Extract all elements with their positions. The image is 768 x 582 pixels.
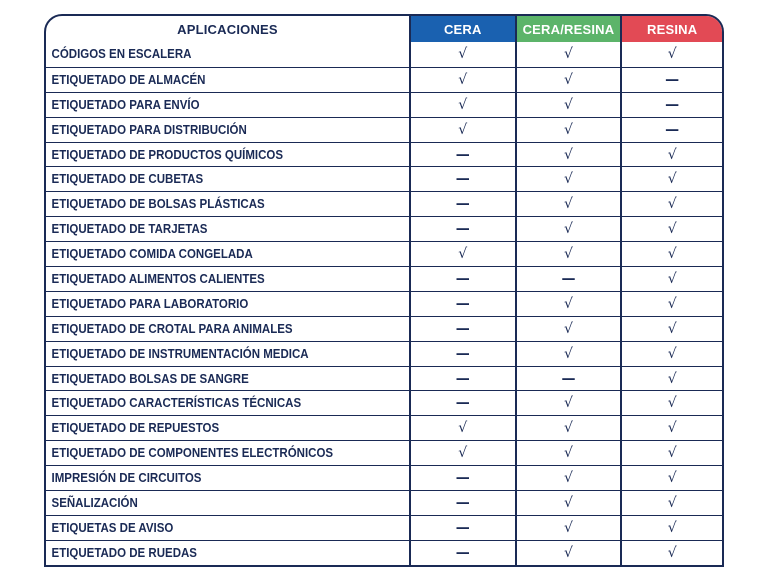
cera-cell bbox=[409, 342, 515, 366]
cera-cell bbox=[409, 68, 515, 92]
check-icon: √ bbox=[563, 246, 573, 263]
check-icon: √ bbox=[667, 345, 677, 362]
resina-cell bbox=[620, 267, 722, 291]
cera-cell bbox=[409, 441, 515, 465]
table-row bbox=[46, 490, 722, 515]
cera-resina-cell bbox=[515, 391, 621, 415]
resina-cell bbox=[620, 416, 722, 440]
application-label: ETIQUETADO DE CROTAL PARA ANIMALES bbox=[51, 321, 293, 336]
dash-icon: — bbox=[455, 196, 470, 213]
application-label: ETIQUETADO DE COMPONENTES ELECTRÓNICOS bbox=[51, 446, 334, 461]
check-icon: √ bbox=[667, 46, 677, 63]
cera-cell bbox=[409, 93, 515, 117]
table-row bbox=[46, 67, 722, 92]
application-label: ETIQUETADO DE BOLSAS PLÁSTICAS bbox=[51, 197, 265, 212]
application-label: ETIQUETADO DE TARJETAS bbox=[51, 222, 208, 237]
cera-resina-cell bbox=[515, 217, 621, 241]
table-row bbox=[46, 191, 722, 216]
cera-resina-cell bbox=[515, 342, 621, 366]
application-label: ETIQUETADO PARA DISTRIBUCIÓN bbox=[51, 122, 247, 137]
cera-cell bbox=[409, 118, 515, 142]
resina-cell bbox=[620, 143, 722, 167]
check-icon: √ bbox=[667, 370, 677, 387]
table-row bbox=[46, 440, 722, 465]
cera-cell bbox=[409, 466, 515, 490]
resina-cell bbox=[620, 367, 722, 391]
cera-resina-cell bbox=[515, 416, 621, 440]
dash-icon: — bbox=[455, 146, 470, 163]
dash-icon: — bbox=[455, 519, 470, 536]
cera-cell bbox=[409, 42, 515, 67]
check-icon: √ bbox=[563, 121, 573, 138]
cera-resina-cell bbox=[515, 118, 621, 142]
cera-resina-cell bbox=[515, 68, 621, 92]
check-icon: √ bbox=[667, 494, 677, 511]
table-row bbox=[46, 117, 722, 142]
application-label: ETIQUETADO COMIDA CONGELADA bbox=[51, 247, 253, 262]
check-icon: √ bbox=[563, 196, 573, 213]
table-body bbox=[46, 42, 722, 565]
check-icon: √ bbox=[458, 246, 468, 263]
dash-icon: — bbox=[455, 345, 470, 362]
cera-cell bbox=[409, 367, 515, 391]
check-icon: √ bbox=[563, 445, 573, 462]
check-icon: √ bbox=[563, 420, 573, 437]
resina-cell bbox=[620, 317, 722, 341]
dash-icon: — bbox=[665, 121, 680, 138]
resina-cell bbox=[620, 491, 722, 515]
table-row bbox=[46, 465, 722, 490]
header-cera: CERA bbox=[409, 16, 515, 42]
resina-cell bbox=[620, 242, 722, 266]
resina-cell bbox=[620, 192, 722, 216]
resina-cell bbox=[620, 167, 722, 191]
check-icon: √ bbox=[667, 320, 677, 337]
cera-resina-cell bbox=[515, 317, 621, 341]
table-row bbox=[46, 540, 722, 565]
table-row bbox=[46, 266, 722, 291]
dash-icon: — bbox=[455, 470, 470, 487]
dash-icon: — bbox=[455, 295, 470, 312]
check-icon: √ bbox=[458, 121, 468, 138]
check-icon: √ bbox=[563, 146, 573, 163]
check-icon: √ bbox=[563, 171, 573, 188]
check-icon: √ bbox=[563, 221, 573, 238]
table-header-row bbox=[46, 16, 722, 42]
cera-resina-cell bbox=[515, 292, 621, 316]
check-icon: √ bbox=[667, 470, 677, 487]
check-icon: √ bbox=[667, 146, 677, 163]
resina-cell bbox=[620, 516, 722, 540]
table-row bbox=[46, 291, 722, 316]
table-row bbox=[46, 316, 722, 341]
dash-icon: — bbox=[455, 221, 470, 238]
dash-icon: — bbox=[455, 370, 470, 387]
application-label: SEÑALIZACIÓN bbox=[51, 495, 138, 510]
dash-icon: — bbox=[455, 395, 470, 412]
resina-cell bbox=[620, 342, 722, 366]
check-icon: √ bbox=[563, 544, 573, 561]
dash-icon: — bbox=[665, 71, 680, 88]
cera-resina-cell bbox=[515, 466, 621, 490]
cera-resina-cell bbox=[515, 167, 621, 191]
cera-cell bbox=[409, 143, 515, 167]
application-label: ETIQUETADO DE ALMACÉN bbox=[51, 72, 206, 87]
resina-cell bbox=[620, 466, 722, 490]
application-label: ETIQUETADO DE PRODUCTOS QUÍMICOS bbox=[51, 147, 284, 162]
check-icon: √ bbox=[458, 71, 468, 88]
cera-cell bbox=[409, 541, 515, 565]
cera-cell bbox=[409, 192, 515, 216]
cera-cell bbox=[409, 167, 515, 191]
application-label: ETIQUETADO DE REPUESTOS bbox=[51, 421, 220, 436]
application-label: ETIQUETADO BOLSAS DE SANGRE bbox=[51, 371, 249, 386]
application-label: CÓDIGOS EN ESCALERA bbox=[51, 47, 192, 62]
dash-icon: — bbox=[455, 494, 470, 511]
check-icon: √ bbox=[667, 171, 677, 188]
cera-cell bbox=[409, 391, 515, 415]
check-icon: √ bbox=[667, 295, 677, 312]
cera-resina-cell bbox=[515, 242, 621, 266]
dash-icon: — bbox=[455, 544, 470, 561]
table-row bbox=[46, 366, 722, 391]
table-row bbox=[46, 92, 722, 117]
resina-cell bbox=[620, 441, 722, 465]
cera-resina-cell bbox=[515, 441, 621, 465]
cera-resina-cell bbox=[515, 143, 621, 167]
dash-icon: — bbox=[561, 270, 576, 287]
resina-cell bbox=[620, 93, 722, 117]
dash-icon: — bbox=[561, 370, 576, 387]
cera-cell bbox=[409, 267, 515, 291]
header-cera-resina: CERA/RESINA bbox=[515, 16, 621, 42]
check-icon: √ bbox=[563, 519, 573, 536]
cera-resina-cell bbox=[515, 541, 621, 565]
check-icon: √ bbox=[563, 345, 573, 362]
cera-cell bbox=[409, 217, 515, 241]
check-icon: √ bbox=[667, 246, 677, 263]
table-row bbox=[46, 390, 722, 415]
cera-resina-cell bbox=[515, 491, 621, 515]
check-icon: √ bbox=[458, 445, 468, 462]
resina-cell bbox=[620, 68, 722, 92]
cera-cell bbox=[409, 491, 515, 515]
table-row bbox=[46, 515, 722, 540]
check-icon: √ bbox=[458, 46, 468, 63]
application-label: ETIQUETADO PARA ENVÍO bbox=[51, 97, 200, 112]
application-label: ETIQUETADO DE INSTRUMENTACIÓN MEDICA bbox=[51, 346, 309, 361]
table-row bbox=[46, 166, 722, 191]
dash-icon: — bbox=[455, 171, 470, 188]
check-icon: √ bbox=[563, 71, 573, 88]
check-icon: √ bbox=[667, 445, 677, 462]
dash-icon: — bbox=[455, 270, 470, 287]
resina-cell bbox=[620, 541, 722, 565]
check-icon: √ bbox=[563, 320, 573, 337]
check-icon: √ bbox=[563, 494, 573, 511]
check-icon: √ bbox=[667, 420, 677, 437]
check-icon: √ bbox=[563, 395, 573, 412]
dash-icon: — bbox=[455, 320, 470, 337]
cera-cell bbox=[409, 516, 515, 540]
header-applications: APLICACIONES bbox=[177, 21, 278, 37]
application-label: ETIQUETADO CARACTERÍSTICAS TÉCNICAS bbox=[51, 396, 302, 411]
resina-cell bbox=[620, 118, 722, 142]
check-icon: √ bbox=[563, 46, 573, 63]
check-icon: √ bbox=[458, 96, 468, 113]
application-label: ETIQUETADO DE CUBETAS bbox=[51, 172, 204, 187]
check-icon: √ bbox=[563, 295, 573, 312]
table-row bbox=[46, 142, 722, 167]
cera-cell bbox=[409, 242, 515, 266]
application-label: ETIQUETADO PARA LABORATORIO bbox=[51, 296, 249, 311]
cera-resina-cell bbox=[515, 192, 621, 216]
check-icon: √ bbox=[667, 196, 677, 213]
application-label: IMPRESIÓN DE CIRCUITOS bbox=[51, 471, 202, 486]
application-label: ETIQUETADO ALIMENTOS CALIENTES bbox=[51, 271, 265, 286]
cera-resina-cell bbox=[515, 93, 621, 117]
cera-resina-cell bbox=[515, 42, 621, 67]
check-icon: √ bbox=[563, 470, 573, 487]
resina-cell bbox=[620, 292, 722, 316]
check-icon: √ bbox=[563, 96, 573, 113]
application-label: ETIQUETADO DE RUEDAS bbox=[51, 545, 197, 560]
cera-cell bbox=[409, 416, 515, 440]
check-icon: √ bbox=[667, 519, 677, 536]
table-row bbox=[46, 241, 722, 266]
table-row bbox=[46, 42, 722, 67]
cera-resina-cell bbox=[515, 516, 621, 540]
cera-cell bbox=[409, 292, 515, 316]
check-icon: √ bbox=[667, 221, 677, 238]
applications-table bbox=[44, 14, 724, 567]
table-row bbox=[46, 415, 722, 440]
cera-resina-cell bbox=[515, 367, 621, 391]
resina-cell bbox=[620, 42, 722, 67]
application-label: ETIQUETAS DE AVISO bbox=[51, 520, 174, 535]
cera-cell bbox=[409, 317, 515, 341]
check-icon: √ bbox=[458, 420, 468, 437]
table-row bbox=[46, 216, 722, 241]
cera-resina-cell bbox=[515, 267, 621, 291]
resina-cell bbox=[620, 217, 722, 241]
check-icon: √ bbox=[667, 270, 677, 287]
dash-icon: — bbox=[665, 96, 680, 113]
table-row bbox=[46, 341, 722, 366]
check-icon: √ bbox=[667, 395, 677, 412]
resina-cell bbox=[620, 391, 722, 415]
check-icon: √ bbox=[667, 544, 677, 561]
header-resina: RESINA bbox=[620, 16, 722, 42]
